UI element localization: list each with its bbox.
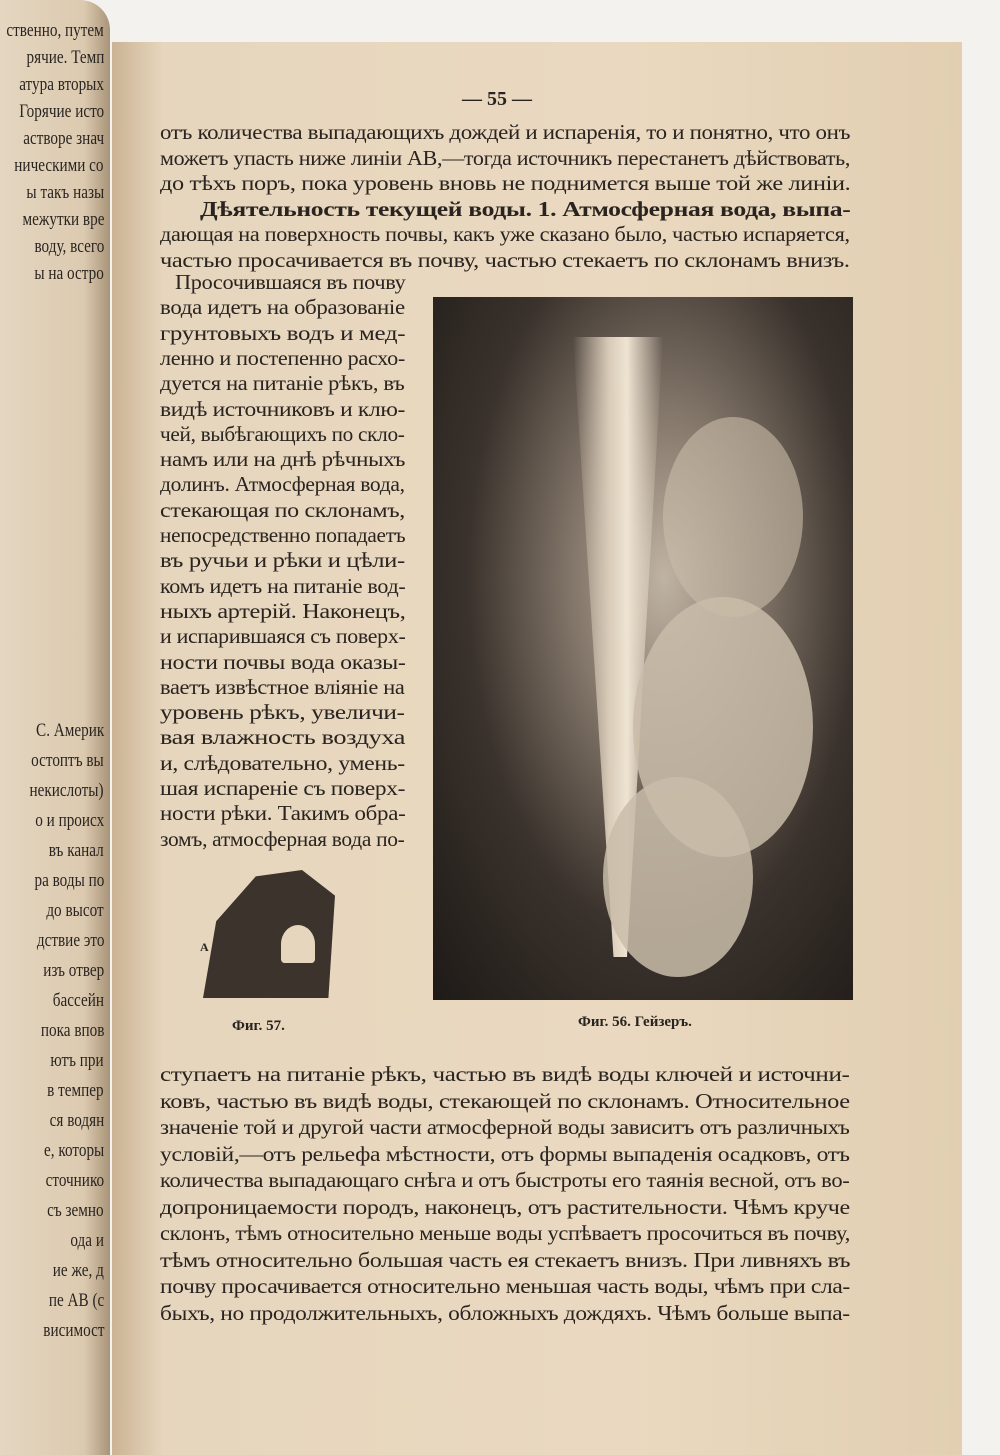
text-line: можетъ упасть ниже линіи АВ,—тогда источникъ перестанетъ дѣйствовать,: [160, 145, 851, 170]
text-line: стекающая по склонамъ,: [160, 497, 405, 522]
fig57-label: A: [200, 940, 209, 954]
text-line: Просочившаяся въ почву: [175, 270, 406, 294]
left-page-fragment: некислоты): [29, 780, 104, 801]
text-line: въ ручьи и рѣки и цѣли-: [160, 548, 405, 573]
text-line: видѣ источниковъ и клю-: [160, 396, 406, 421]
left-page-fragment: до высот: [46, 900, 104, 921]
left-page-fragment: е, которы: [43, 1140, 104, 1161]
text-line: шая испареніе съ поверх-: [160, 776, 406, 800]
text-line: ваетъ извѣстное вліяніе на: [160, 674, 405, 699]
text-line: комъ идетъ на питаніе вод-: [160, 573, 406, 598]
text-line: вода идетъ на образованіе: [160, 295, 405, 320]
text-line: тѣмъ относительно большая часть ея стекаетъ внизъ. При ливняхъ въ: [160, 1247, 851, 1272]
left-page-fragment: воду, всего: [34, 236, 104, 257]
text-line: зомъ, атмосферная вода по-: [160, 826, 405, 851]
left-page-fragment: висимост: [42, 1320, 104, 1341]
fig57-caption: Фиг. 57.: [232, 1018, 285, 1034]
text-line: допроницаемости породъ, наконецъ, отъ растительности. Чѣмъ круче: [160, 1194, 850, 1219]
fig56-caption: Фиг. 56. Гейзеръ.: [578, 1014, 692, 1030]
left-page-fragment: рячие. Темп: [26, 47, 104, 68]
left-page-fragment: пока впов: [40, 1020, 104, 1041]
text-line: непосредственно попадаетъ: [160, 523, 406, 547]
left-page-fragment: ра воды по: [34, 870, 104, 891]
left-page-fragment: ственно, путем: [6, 20, 104, 41]
left-page-fragment: съ земно: [47, 1200, 104, 1221]
text-line: условій,—отъ рельефа мѣстности, отъ формы выпаденія осадковъ, отъ: [160, 1141, 850, 1166]
text-line: долинъ. Атмосферная вода,: [160, 472, 405, 497]
steam-cloud: [663, 417, 803, 617]
left-page-fragment: в темпер: [47, 1080, 104, 1101]
left-page-fragment: С. Америк: [35, 720, 104, 741]
left-page-fragment: одa и: [70, 1230, 104, 1251]
text-line: дуется на питаніе рѣкъ, въ: [160, 371, 405, 396]
text-line: дающая на поверхность почвы, какъ уже сказано было, частью испаряется,: [160, 222, 850, 246]
text-line: намъ или на днѣ рѣчныхъ: [160, 447, 406, 472]
page-number: — 55 —: [462, 88, 532, 110]
text-line: почву просачивается относительно меньшая часть воды, чѣмъ при сла-: [160, 1274, 850, 1298]
text-line: ступаетъ на питаніе рѣкъ, частью въ видѣ воды ключей и источни-: [160, 1062, 850, 1086]
left-page-fragment: сточнико: [45, 1170, 104, 1191]
left-page: [0, 0, 110, 1455]
text-line: чей, выбѣгающихъ по скло-: [160, 421, 405, 446]
geyser-illustration: [433, 297, 853, 1000]
cave-cavity: [281, 925, 315, 963]
left-page-fragment: дствие это: [36, 930, 104, 951]
text-line: и испарившаяся съ поверх-: [160, 624, 406, 649]
left-page-fragment: остоптъ вы: [31, 750, 104, 771]
left-page-fragment: ие же, д: [52, 1260, 104, 1281]
left-page-fragment: ы такъ назы: [26, 182, 104, 203]
steam-cloud: [603, 777, 753, 977]
text-line: и, слѣдовательно, умень-: [160, 750, 405, 775]
text-line: вая влажность воздуха: [160, 725, 406, 750]
left-page-fragment: въ канал: [49, 840, 104, 861]
text-line: частью просачивается въ почву, частью стекаетъ по склонамъ внизъ.: [160, 247, 850, 272]
left-page-fragment: бассейн: [52, 990, 104, 1011]
left-page-fragment: изъ отвер: [42, 960, 104, 981]
text-line: склонъ, тѣмъ относительно меньше воды успѣваетъ просочиться въ почву,: [160, 1221, 850, 1245]
text-line: значеніе той и другой части атмосферной воды зависитъ отъ различныхъ: [160, 1115, 850, 1139]
left-page-fragment: пе АВ (с: [48, 1290, 104, 1311]
left-page-fragment: ническими со: [14, 155, 104, 176]
text-line: отъ количества выпадающихъ дождей и испаренія, то и понятно, что онъ: [160, 120, 851, 144]
text-line: до тѣхъ поръ, пока уровень вновь не поднимется выше той же линіи.: [160, 171, 851, 195]
left-page-fragment: астворе знач: [23, 128, 104, 149]
left-page-fragment: атура вторых: [19, 74, 104, 95]
left-page-fragment: ютъ при: [50, 1050, 104, 1071]
text-line: ности рѣки. Такимъ обра-: [160, 801, 406, 826]
left-page-fragment: о и происх: [35, 810, 104, 831]
text-line: быхъ, но продолжительныхъ, обложныхъ дождяхъ. Чѣмъ больше выпа-: [160, 1300, 850, 1325]
left-page-fragment: межутки вре: [22, 209, 104, 230]
text-line: количества выпадающаго снѣга и отъ быстроты его таянія весной, отъ во-: [160, 1168, 850, 1192]
text-line: Дѣятельность текущей воды. 1. Атмосферная вода, выпа-: [200, 196, 851, 221]
text-line: уровень рѣкъ, увеличи-: [160, 700, 405, 725]
left-page-fragment: ы на остро: [34, 263, 104, 284]
text-line: ковъ, частью въ видѣ воды, стекающей по склонамъ. Относительное: [160, 1088, 850, 1113]
text-line: ныхъ артерій. Наконецъ,: [160, 598, 406, 623]
left-page-fragment: ся водян: [49, 1110, 104, 1131]
left-page-fragment: Горячие исто: [19, 101, 104, 122]
text-line: грунтовыхъ водъ и мед-: [160, 320, 406, 345]
text-line: ности почвы вода оказы-: [160, 649, 406, 674]
text-line: ленно и постепенно расхо-: [160, 345, 405, 370]
